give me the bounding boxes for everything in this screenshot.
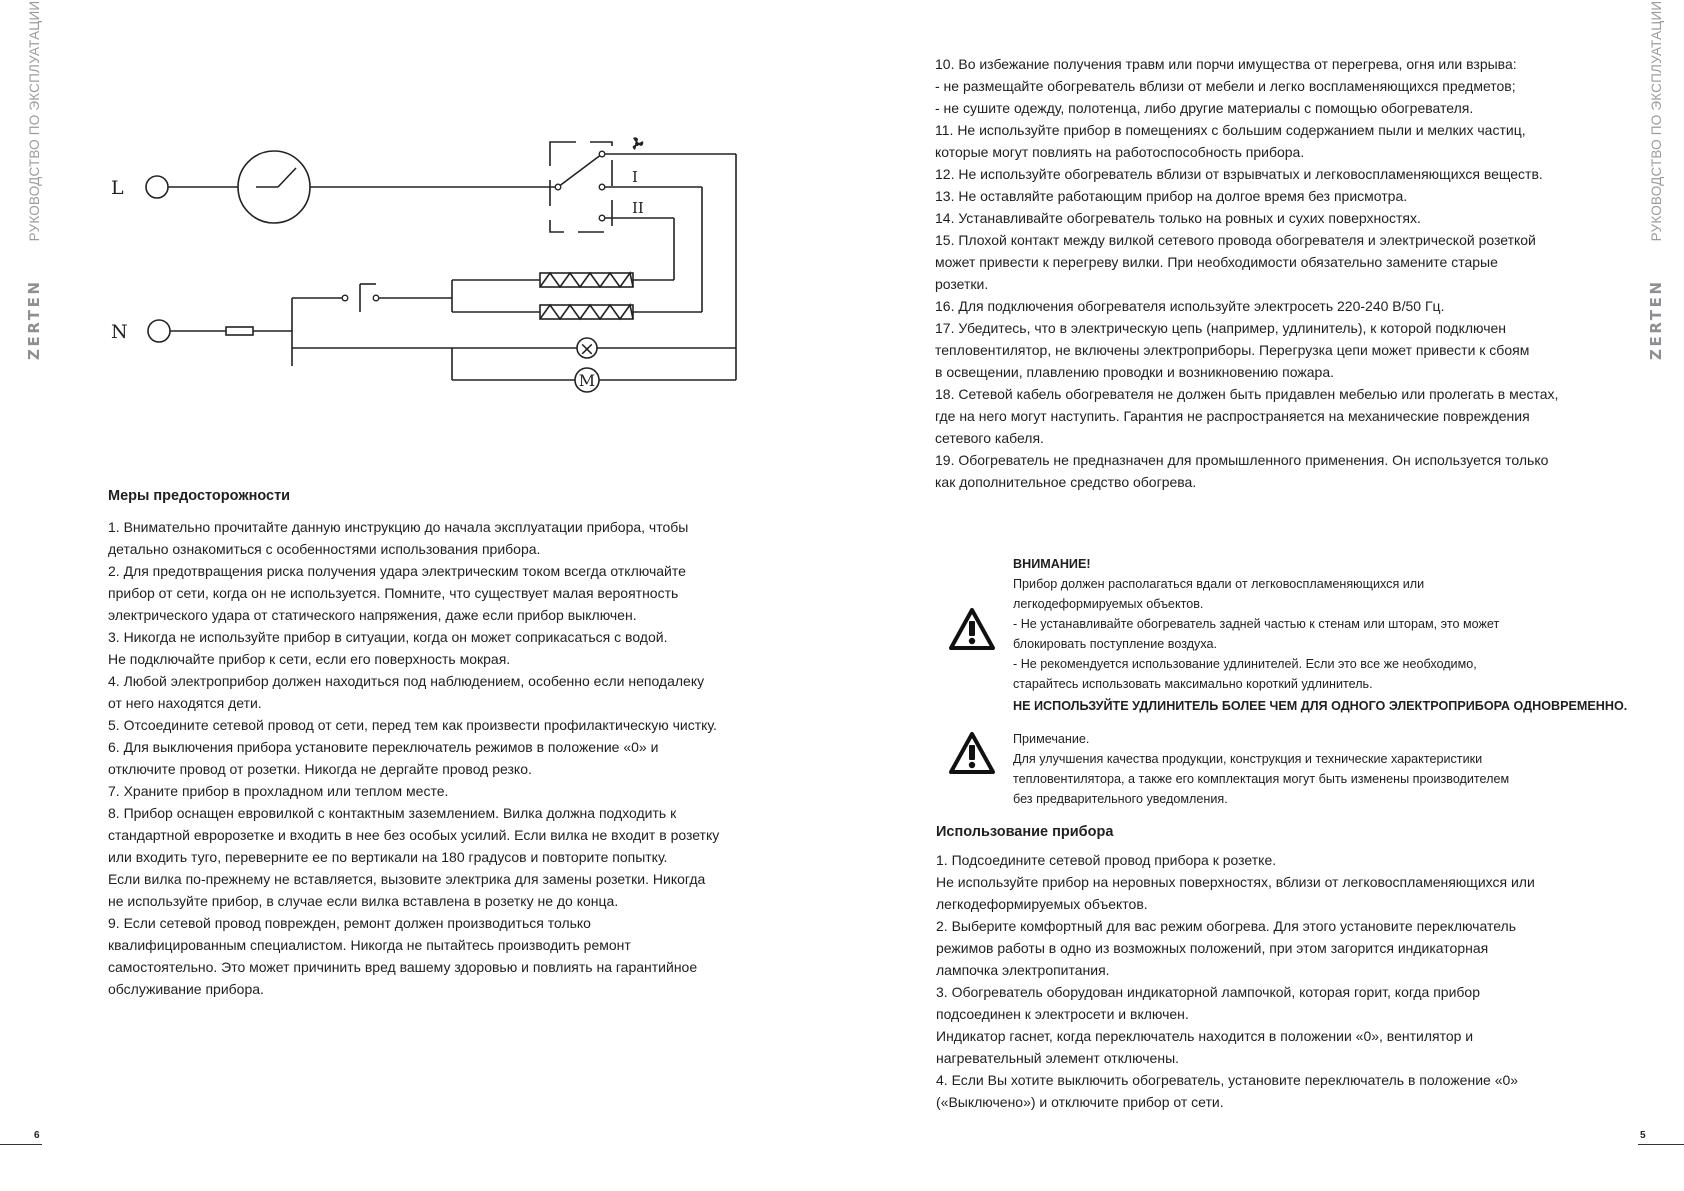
text-line: режимов работы в одно из возможных положений, при этом загорится индикаторная (936, 940, 1489, 956)
right-spine (1644, 0, 1668, 360)
text-line: 6. Для выключения прибора установите переключатель режимов в положение «0» и (108, 739, 659, 755)
text-line: 2. Выберите комфортный для вас режим обогрева. Для этого установите переключатель (936, 918, 1516, 934)
text-line: 4. Если Вы хотите выключить обогреватель, установите переключатель в положение «0» (936, 1072, 1519, 1088)
manual-title: РУКОВОДСТВО ПО ЭКСПЛУАТАЦИИ (26, 0, 42, 242)
text-line: легкодеформируемых объектов. (936, 896, 1148, 912)
text-line: 17. Убедитесь, что в электрическую цепь (например, удлинитель), к которой подключен (935, 320, 1507, 336)
note-title: Примечание. (1013, 732, 1090, 746)
note-line: тепловентилятора, а также его комплектация могут быть изменены производителем (1013, 772, 1510, 786)
text-line: 18. Сетевой кабель обогревателя не должен быть придавлен мебелью или пролегать в местах, (935, 386, 1559, 402)
warning-line: - Не рекомендуется использование удлинителей. Если это все же необходимо, (1013, 657, 1477, 671)
warning-line: - Не устанавливайте обогреватель задней частью к стенам или шторам, это может (1013, 617, 1500, 631)
text-line: 1. Внимательно прочитайте данную инструкцию до начала эксплуатации прибора, чтобы (108, 519, 689, 535)
text-line: стандартной евророзетке и входить в нее без особых усилий. Если вилка не входит в розетку (108, 827, 720, 843)
label-i: I (632, 168, 638, 186)
text-line: 7. Храните прибор в прохладном или теплом месте. (108, 783, 449, 799)
left-spine (22, 0, 46, 360)
text-line: от него находятся дети. (108, 695, 262, 711)
text-line: 16. Для подключения обогревателя используйте электросеть 220-240 В/50 Гц. (935, 298, 1445, 314)
warning-line: Прибор должен располагаться вдали от легковоспламеняющихся или (1013, 577, 1425, 591)
text-line: 11. Не используйте прибор в помещениях с большим содержанием пыли и мелких частиц, (935, 122, 1526, 138)
text-line: как дополнительное средство обогрева. (935, 474, 1197, 490)
text-line: детально ознакомиться с особенностями использования прибора. (108, 541, 541, 557)
warning-triangle-icon (948, 731, 996, 775)
page-number-left: 6 (34, 1130, 40, 1141)
text-line: электрического удара от статического напряжения, даже если прибор выключен. (108, 607, 637, 623)
warning-line: легкодеформируемых объектов. (1013, 597, 1204, 611)
text-line: 3. Обогреватель оборудован индикаторной лампочкой, которая горит, когда прибор (936, 984, 1480, 1000)
text-line: нагревательный элемент отключены. (936, 1050, 1180, 1066)
text-line: обслуживание прибора. (108, 981, 264, 997)
text-line: 13. Не оставляйте работающим прибор на долгое время без присмотра. (935, 188, 1408, 204)
warning-box (1013, 554, 1627, 716)
text-line: («Выключено») и отключите прибор от сети. (936, 1094, 1224, 1110)
precautions-list-continued (935, 53, 1558, 493)
warning-line: старайтесь использовать максимально короткий удлинитель. (1013, 677, 1373, 691)
text-line: 14. Устанавливайте обогреватель только на ровных и сухих поверхностях. (935, 210, 1421, 226)
brand-logo: ZERTEN (25, 279, 43, 360)
text-line: Не используйте прибор на неровных поверхностях, вблизи от легковоспламеняющихся или (936, 874, 1535, 890)
label-l: L (111, 177, 124, 199)
label-ii: II (632, 199, 644, 217)
text-line: Индикатор гаснет, когда переключатель находится в положении «0», вентилятор и (936, 1028, 1474, 1044)
text-line: подсоединен к электросети и включен. (936, 1006, 1189, 1022)
warning-caps-text: НЕ ИСПОЛЬЗУЙТЕ УДЛИНИТЕЛЬ БОЛЕЕ ЧЕМ ДЛЯ ОДНОГО ЭЛЕКТРОПРИБОРА ОДНОВРЕМЕННО. (1013, 699, 1628, 713)
text-line: Если вилка по-прежнему не вставляется, вызовите электрика для замены розетки. Никогда (108, 871, 706, 887)
text-line: 3. Никогда не используйте прибор в ситуации, когда он может соприкасаться с водой. (108, 629, 668, 645)
precautions-heading: Меры предосторожности (108, 488, 291, 504)
usage-list (936, 849, 1535, 1113)
motor-label: M (578, 371, 596, 390)
text-line: 8. Прибор оснащен евровилкой с контактным заземлением. Вилка должна подходить к (108, 805, 677, 821)
text-line: 1. Подсоедините сетевой провод прибора к розетке. (936, 852, 1277, 868)
warning-triangle-icon (948, 607, 996, 651)
text-line: 10. Во избежание получения травм или порчи имущества от перегрева, огня или взрыва: (935, 56, 1517, 72)
warning-line: блокировать поступление воздуха. (1013, 637, 1218, 651)
text-line: 5. Отсоедините сетевой провод от сети, перед тем как произвести профилактическую чистку. (108, 717, 717, 733)
text-line: 19. Обогреватель не предназначен для промышленного применения. Он используется только (935, 452, 1549, 468)
note-line: без предварительного уведомления. (1013, 792, 1228, 806)
fuse-symbol (226, 327, 253, 335)
page-number-right: 5 (1640, 1130, 1646, 1141)
text-line: отключите провод от розетки. Никогда не дергайте провод резко. (108, 761, 532, 777)
text-line: тепловентилятор, не включены электроприборы. Перегрузка цепи может привести к сбоям (935, 342, 1530, 358)
text-line: или входить туго, переверните ее по вертикали на 180 градусов и повторите попытку. (108, 849, 668, 865)
text-line: в освещении, плавлению проводки и возникновению пожара. (935, 364, 1335, 380)
manual-title: РУКОВОДСТВО ПО ЭКСПЛУАТАЦИИ (1648, 0, 1664, 242)
wiring-diagram (100, 130, 740, 400)
text-line: 12. Не используйте обогреватель вблизи от взрывчатых и легковоспламеняющихся веществ. (935, 166, 1543, 182)
text-line: сетевого кабеля. (935, 430, 1044, 446)
text-line: самостоятельно. Это может причинить вред вашему здоровью и повлиять на гарантийное (108, 959, 698, 975)
footer-rule (0, 1144, 42, 1145)
precautions-list (108, 516, 719, 1000)
text-line: квалифицированным специалистом. Никогда не пытайтесь производить ремонт (108, 937, 631, 953)
fan-icon (633, 137, 644, 150)
text-line: не используйте прибор, в случае если вилка вставлена в розетку не до конца. (108, 893, 619, 909)
label-n: N (111, 321, 128, 343)
brand-logo: ZERTEN (1647, 279, 1665, 360)
text-line: 9. Если сетевой провод поврежден, ремонт должен производиться только (108, 915, 591, 931)
text-line: - не сушите одежду, полотенца, либо другие материалы с помощью обогревателя. (935, 100, 1474, 116)
text-line: 4. Любой электроприбор должен находиться под наблюдением, особенно если неподалеку (108, 673, 705, 689)
text-line: розетки. (935, 276, 989, 292)
text-line: Не подключайте прибор к сети, если его поверхность мокрая. (108, 651, 511, 667)
warning-title: ВНИМАНИЕ! (1013, 557, 1091, 571)
usage-heading: Использование прибора (936, 824, 1114, 840)
text-line: - не размещайте обогреватель вблизи от мебели и легко воспламеняющихся предметов; (935, 78, 1516, 94)
text-line: 2. Для предотвращения риска получения удара электрическим током всегда отключайте (108, 563, 686, 579)
text-line: может привести к перегреву вилки. При необходимости обязательно замените старые (935, 254, 1498, 270)
text-line: где на него могут наступить. Гарантия не распространяется на механические повреждения (935, 408, 1530, 424)
text-line: 15. Плохой контакт между вилкой сетевого провода обогревателя и электрической розеткой (935, 232, 1536, 248)
note-box (1013, 729, 1509, 809)
text-line: лампочка электропитания. (936, 962, 1110, 978)
text-line: которые могут повлиять на работоспособность прибора. (935, 144, 1305, 160)
lamp-label: × (579, 338, 595, 360)
footer-rule (1638, 1144, 1684, 1145)
note-line: Для улучшения качества продукции, конструкция и технические характеристики (1013, 752, 1483, 766)
text-line: прибор от сети, когда он не используется. Помните, что существует малая вероятность (108, 585, 679, 601)
